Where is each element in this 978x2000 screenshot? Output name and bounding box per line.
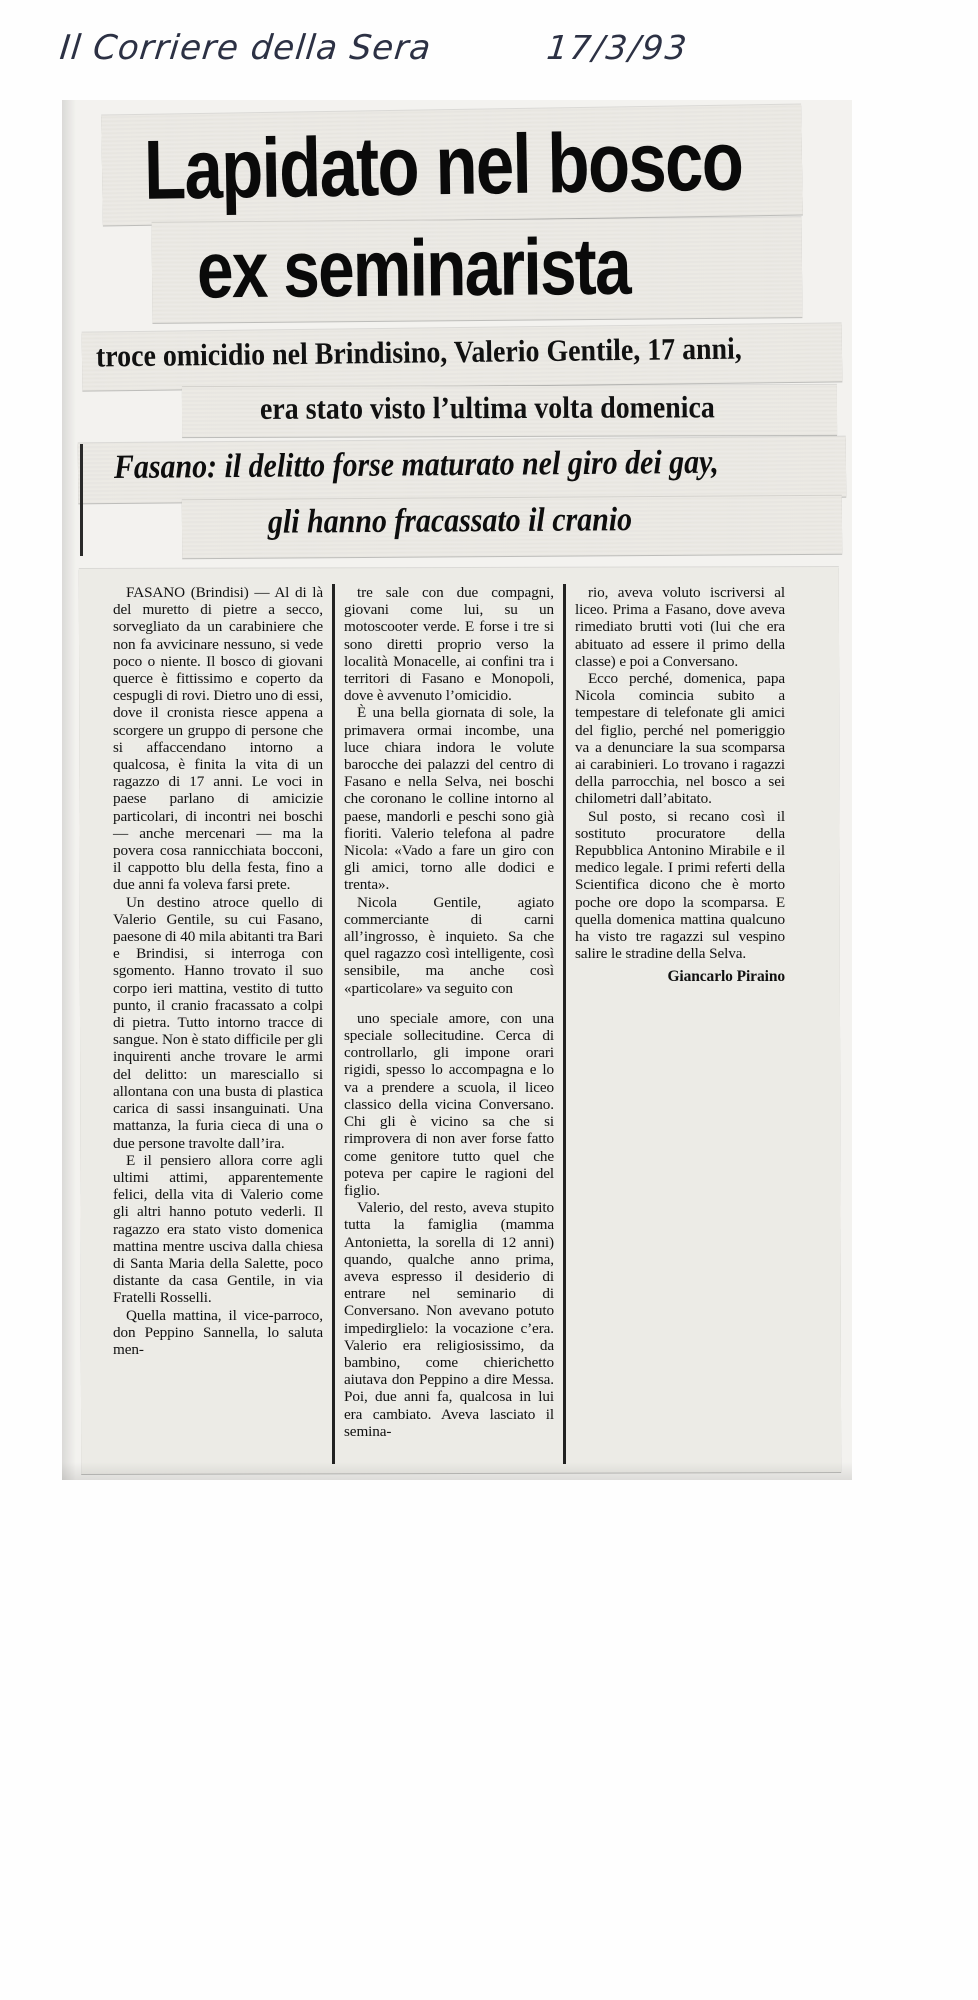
subhead-strip-3 [78,437,846,504]
scan-edge-shading-left [62,100,76,1480]
subhead-strip-4 [182,496,842,559]
clipping-body [62,100,852,1480]
paragraph: rio, aveva voluto iscriversi al liceo. Prima a Fasano, dove aveva rimediato brutti voti (lui che era abituato ad essere il primo della classe) e poi a Conversano. [575,584,785,670]
subhead-line-4: gli hanno fracassato il cranio [267,501,633,541]
article-column-2 [332,584,563,1464]
subhead-strip-1 [82,323,843,390]
paragraph: Nicola Gentile, agiato commerciante di carni all’ingrosso, è inquieto. Sa che quel ragazzo così intelligente, così sensibile, ma anche così «particolare» va seguito con [344,893,554,997]
subhead-line-1: troce omicidio nel Brindisino, Valerio Gentile, 17 anni, [95,330,742,374]
article-column-1 [104,584,332,1464]
paragraph: FASANO (Brindisi) — Al di là del muretto di pietre a secco, sorvegliato da un carabiniere che non fa avvicinare nessuno, si vede poco o niente. Il bosco di giovani querce è fittissimo e coperto da cespugli di rovi. Dietro uno di essi, dove il cronista riesce appena a scorgere un gruppo di persone che si affaccendano intorno a qualcosa, è finita la vita di un ragazzo di 17 anni. Le voci in paese parlano di amicizie particolari, di incontri nei boschi — anche mercenari — ma la povera cosa rannicchiata bocconi, il cappotto blu della festa, fino a due anni fa voleva farsi prete. [113,584,323,894]
paragraph: Sul posto, si recano così il sostituto procuratore della Repubblica Antonino Mirabile e il medico legale. I primi referti della Scientifica dicono che è morto poche ore dopo la scomparsa. E quella domenica mattina qualcuno ha visto tre ragazzi sul vespino salire le stradine della Selva. [575,807,785,963]
paragraph: Quella mattina, il vice-parroco, don Peppino Sannella, lo saluta men- [113,1306,323,1358]
headline-strip-1 [101,105,803,226]
paragraph: Un destino atroce quello di Valerio Gentile, su cui Fasano, paesone di 40 mila abitanti tra Bari e Brindisi, si interroga con sgomento. Hanno trovato il suo corpo ieri mattina, vestito di tutto punto, il cranio fracassato a colpi di pietra. Tutto intorno tracce di sangue. Non è stato difficile per gli inquirenti anche trovare le armi del delitto: un maresciallo si allontana con una busta di plastica carica di sassi insanguinati. Una mattanza, la furia cieca di una o due persone travolte dall’ira. [113,893,323,1152]
handwritten-date-annotation: 17/3/93 [544,28,691,67]
paragraph: uno speciale amore, con una speciale sollecitudine. Cerca di controllarlo, gli impone orari rigidi, spesso lo accompagna e lo va a prendere a scuola, il liceo classico della vicina Conversano. Chi gli è vicino sa che si rimprovera di non aver forse fatto come genitore tutto quel che poteva per capire le ragioni del figlio. [344,1009,554,1199]
headline-line-1: Lapidato nel bosco [143,113,743,217]
subhead-line-3: Fasano: il delitto forse maturato nel giro dei gay, [113,443,719,487]
paragraph: E il pensiero allora corre agli ultimi attimi, apparentemente felici, della vita di Valerio come gli altri hanno potuto vederli. Il ragazzo era stato visto domenica mattina mentre usciva dalla chiesa di Santa Maria della Salette, poco distante da casa Gentile, in via Fratelli Rosselli. [113,1151,323,1307]
handwritten-source-annotation: Il Corriere della Sera [57,28,434,68]
column-block-gap [344,997,554,1010]
article-column-3 [563,584,794,1464]
headline-strip-2 [152,217,803,323]
subhead-line-2: era stato visto l’ultima volta domenica [259,389,715,426]
paragraph: È una bella giornata di sole, la primavera ormai incombe, una luce chiara indora le volute barocche dei palazzi del centro di Fasano e nella Selva, nei boschi che coronano le colline intorno al paese, mandorli e peschi sono già fioriti. Valerio telefona al padre Nicola: «Vado a fare un giro con gli amici, torno alle dodici e trenta». [344,704,554,894]
paragraph: Valerio, del resto, aveva stupito tutta la famiglia (mamma Antonietta, la sorella di 12 anni) quando, qualche anno prima, aveva espresso il desiderio di entrare nel seminario di Conversano. Non avevano potuto impedirglielo: la vocazione c’era. Valerio era religiosissimo, da bambino, come chierichetto aiutava don Peppino a dire Messa. Poi, due anni fa, qualcosa in lui era cambiato. Aveva lasciato il semina- [344,1199,554,1440]
article-columns [104,584,814,1464]
deck-vertical-rule [80,444,83,556]
headline-line-2: ex seminarista [196,221,631,315]
subhead-strip-2 [182,385,837,437]
article-byline: Giancarlo Piraino [667,968,785,986]
paragraph: tre sale con due compagni, giovani come lui, su un motoscooter verde. E forse i tre si sono diretti proprio verso la località Monacelle, ai confini tra i territori di Fasano e Monopoli, dove è avvenuto l’omicidio. [344,584,554,705]
paragraph: Ecco perché, domenica, papa Nicola comincia subito a tempestare di telefonate gli amici del figlio, perché nel pomeriggio va a denunciare la sua scomparsa ai carabinieri. Lo trovano i ragazzi della parrocchia, nel bosco a sei chilometri dall’abitato. [575,670,785,808]
